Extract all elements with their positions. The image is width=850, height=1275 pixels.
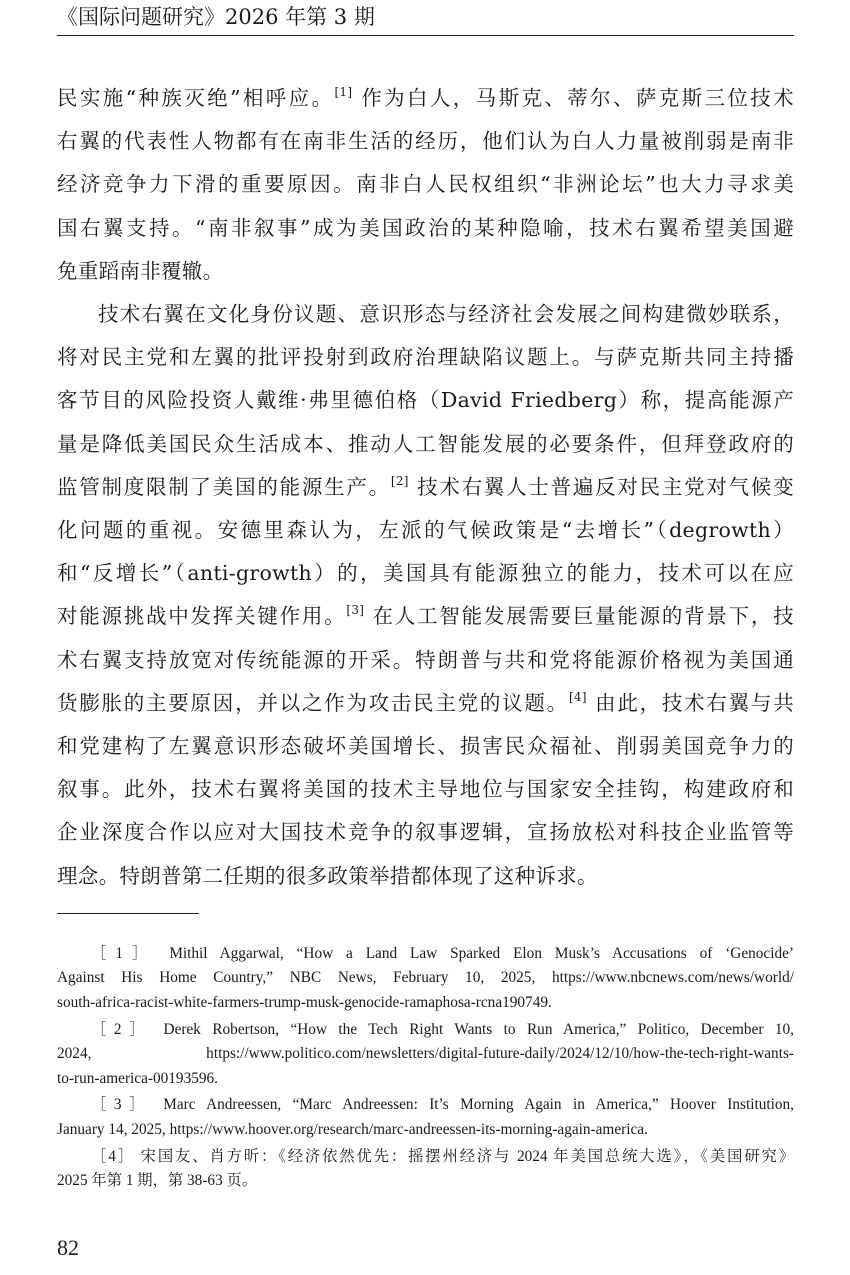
text-line: 民实施“种族灭绝”相呼应。[1] 作为白人，马斯克、蒂尔、萨克斯三位技术	[57, 85, 794, 110]
text-line: 和党建构了左翼意识形态破坏美国增长、损害民众福祉、削弱美国竞争力的	[57, 734, 794, 759]
footnote-divider	[57, 913, 199, 914]
text-line: 货膨胀的主要原因，并以之作为攻击民主党的议题。[4] 由此，技术右翼与共	[57, 689, 794, 715]
footnote-line[interactable]: to-run-america-00193596.	[57, 1069, 218, 1087]
footnote-marker: ［2］	[91, 1020, 153, 1038]
text-line: 将对民主党和左翼的批评投射到政府治理缺陷议题上。与萨克斯共同主持播	[57, 345, 794, 370]
footnote-line: ［2］ Derek Robertson, “How the Tech Right Wants to Run America,” Politico, December 10,	[91, 1020, 795, 1038]
footnote-ref-4[interactable]: [4]	[568, 689, 587, 704]
footnote-ref-3[interactable]: [3]	[346, 603, 365, 618]
paragraph-2	[57, 293, 794, 898]
footnote-marker: ［1］	[91, 945, 157, 962]
text-line: 免重蹈南非覆辙。	[57, 258, 224, 283]
text-line: 监管制度限制了美国的能源生产。[2] 技术右翼人士普遍反对民主党对气候变	[57, 473, 794, 499]
footnote-line[interactable]: January 14, 2025, https://www.hoover.org/research/marc-andreessen-its-morning-again-america.	[57, 1120, 648, 1138]
text-line: 右翼的代表性人物都有在南非生活的经历，他们认为白人力量被削弱是南非	[57, 129, 794, 154]
footnote-line: ［4］ 宋国友、肖方昕：《经济依然优先：摇摆州经济与 2024 年美国总统大选》，《美国研究》	[91, 1147, 795, 1165]
footnote-ref-1[interactable]: [1]	[334, 85, 353, 99]
footnote-line: ［1］ Mithil Aggarwal, “How a Land Law Sparked Elon Musk’s Accusations of ‘Genocide’	[91, 945, 795, 962]
footnote-4	[57, 1145, 794, 1194]
journal-title: 《国际问题研究》2026 年第 3 期	[57, 5, 375, 29]
footnote-2	[57, 1018, 794, 1091]
footnote-line[interactable]: Against His Home Country,” NBC News, February 10, 2025, https://www.nbcnews.com/news/world/	[57, 969, 794, 987]
footnote-1	[57, 942, 794, 1015]
text-line: 经济竞争力下滑的重要原因。南非白人民权组织“非洲论坛”也大力寻求美	[57, 172, 794, 197]
text-line: 国右翼支持。“南非叙事”成为美国政治的某种隐喻，技术右翼希望美国避	[57, 215, 794, 240]
footnote-line: 2025 年第 1 期，第 38-63 页。	[57, 1172, 258, 1190]
text-line: 叙事。此外，技术右翼将美国的技术主导地位与国家安全挂钩，构建政府和	[57, 777, 794, 802]
text-line: 和“反增长”（anti-growth）的，美国具有能源独立的能力，技术可以在应	[57, 561, 794, 586]
footnote-line[interactable]: south-africa-racist-white-farmers-trump-musk-genocide-ramaphosa-rcna190749.	[57, 993, 552, 1011]
text-line: 客节目的风险投资人戴维·弗里德伯格（David Friedberg）称，提高能源产	[57, 388, 794, 413]
running-header	[57, 4, 794, 36]
paragraph-1	[57, 77, 794, 293]
text-line: 企业深度合作以应对大国技术竞争的叙事逻辑，宣扬放松对科技企业监管等	[57, 820, 794, 845]
footnotes	[57, 942, 794, 1196]
text-line: 理念。特朗普第二任期的很多政策举措都体现了这种诉求。	[57, 863, 598, 888]
footnote-marker: ［4］	[91, 1147, 135, 1165]
text-line: 术右翼支持放宽对传统能源的开采。特朗普与共和党将能源价格视为美国通	[57, 647, 794, 672]
footnote-3	[57, 1093, 794, 1142]
text-line: 量是降低美国民众生活成本、推动人工智能发展的必要条件，但拜登政府的	[57, 431, 794, 456]
text-line: 对能源挑战中发挥关键作用。[3] 在人工智能发展需要巨量能源的背景下，技	[57, 603, 794, 629]
text-line: 技术右翼在文化身份议题、意识形态与经济社会发展之间构建微妙联系，	[98, 302, 794, 327]
footnote-line[interactable]: 2024, https://www.politico.com/newsletters/digital-future-daily/2024/12/10/how-the-tech-right-wants-	[57, 1045, 794, 1063]
page-number: 82	[57, 1235, 79, 1260]
body-text	[57, 77, 794, 898]
footnote-line: ［3］ Marc Andreessen, “Marc Andreessen: It’s Morning Again in America,” Hoover Institution,	[91, 1096, 794, 1114]
text-line: 化问题的重视。安德里森认为，左派的气候政策是“去增长”（degrowth）	[57, 518, 794, 543]
footnote-marker: ［3］	[91, 1096, 152, 1114]
footnote-ref-2[interactable]: [2]	[390, 473, 409, 488]
